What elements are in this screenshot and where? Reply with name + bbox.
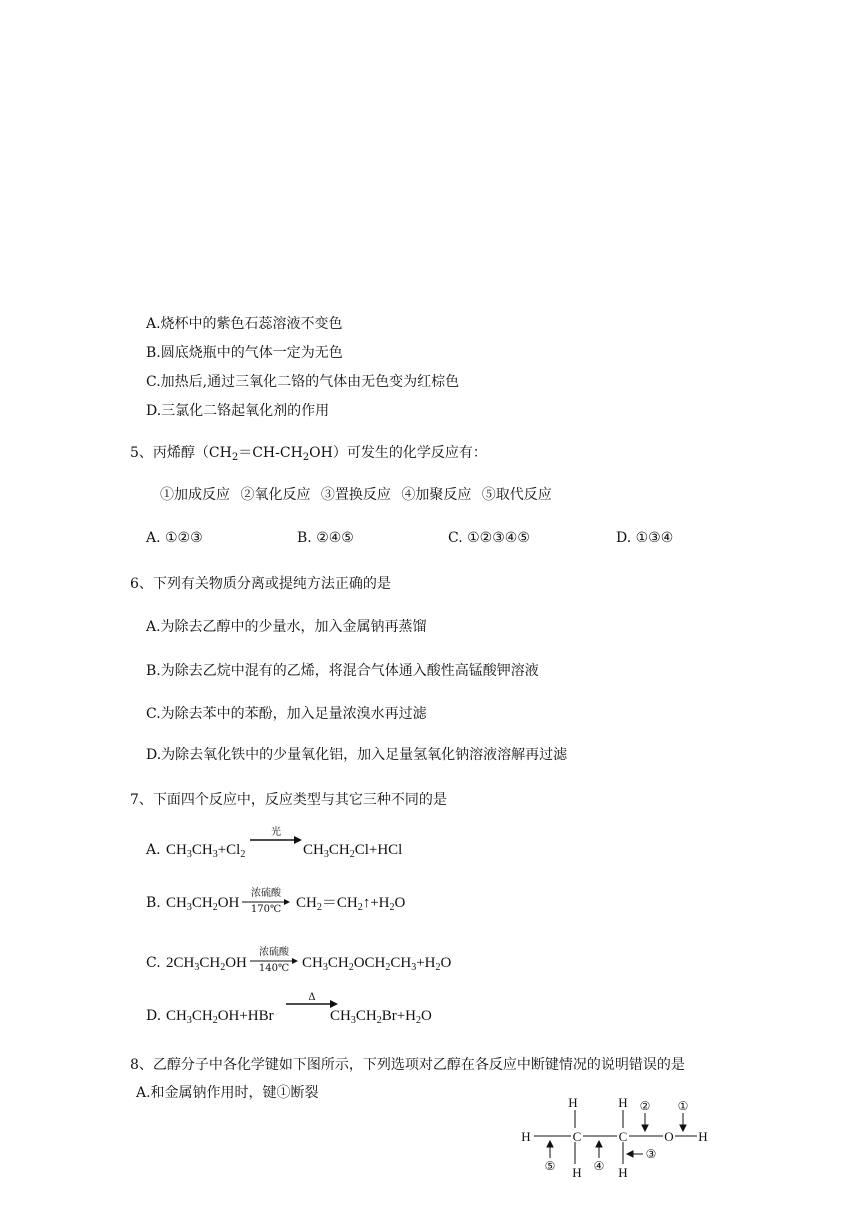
atom-h-bottom-left: H bbox=[572, 1165, 582, 1180]
q6-option-a: A.为除去乙醇中的少量水，加入金属钠再蒸馏 bbox=[146, 619, 427, 635]
q6-stem: 6、下列有关物质分离或提纯方法正确的是 bbox=[130, 576, 391, 592]
atom-c2: C bbox=[618, 1129, 628, 1144]
q5-option-c: C. ①②③④⑤ bbox=[448, 530, 530, 546]
q7-a-arrow-icon bbox=[250, 836, 302, 844]
q7-b-condition-top: 浓硫酸 bbox=[251, 888, 281, 899]
q7-c-products: $CH_3CH_2OCH_2CH_3+H_2O$ bbox=[302, 955, 452, 973]
bond-label-5: ⑤ bbox=[544, 1159, 556, 1173]
atom-h-right: H bbox=[698, 1129, 708, 1144]
bond-label-4: ④ bbox=[593, 1159, 605, 1173]
bond-label-2: ② bbox=[639, 1099, 651, 1113]
q7-b-products: $CH_2=CH_2↑+H_2O$ bbox=[296, 895, 406, 913]
atom-o: O bbox=[664, 1129, 674, 1144]
q7-a-label: A. bbox=[146, 842, 161, 858]
q5-reaction-list: ①加成反应 ②氧化反应 ③置换反应 ④加聚反应 ⑤取代反应 bbox=[160, 487, 552, 503]
q4-option-a: A.烧杯中的紫色石蕊溶液不变色 bbox=[146, 316, 343, 332]
q4-option-d: D.三氯化二铬起氧化剂的作用 bbox=[146, 403, 330, 419]
q4-option-b: B.圆底烧瓶中的气体一定为无色 bbox=[146, 345, 343, 361]
q7-stem: 7、下面四个反应中，反应类型与其它三种不同的是 bbox=[130, 792, 447, 808]
atom-h-left: H bbox=[521, 1129, 531, 1144]
q7-b-condition-bottom: 170℃ bbox=[250, 904, 282, 915]
bond-label-3: ③ bbox=[645, 1147, 657, 1161]
q7-c-condition-top: 浓硫酸 bbox=[259, 947, 289, 958]
q7-b-label: B. bbox=[146, 895, 161, 911]
q7-b-reactants: $CH_3CH_2OH$ bbox=[166, 895, 240, 913]
q5-option-b: B. ②④⑤ bbox=[297, 530, 354, 546]
q7-d-reactants: $CH_3CH_2OH+HBr$ bbox=[166, 1008, 274, 1026]
q6-option-b: B.为除去乙烷中混有的乙烯，将混合气体通入酸性高锰酸钾溶液 bbox=[146, 663, 539, 679]
q5-option-d: D. ①③④ bbox=[616, 530, 674, 546]
atom-h-top-left: H bbox=[568, 1095, 578, 1110]
q7-a-reactants: $CH_3CH_3+Cl_2$ bbox=[166, 842, 246, 860]
q6-option-d: D.为除去氧化铁中的少量氧化铝，加入足量氢氧化钠溶液溶解再过滤 bbox=[146, 747, 568, 763]
q7-c-reactants: $2CH_3CH_2OH$ bbox=[166, 955, 247, 973]
q6-option-c: C.为除去苯中的苯酚，加入足量浓溴水再过滤 bbox=[146, 706, 427, 722]
q5-stem: 5、丙烯醇$(CH_2=CH-CH_2OH)$可发生的化学反应有： bbox=[130, 445, 487, 463]
q5-option-a: A. ①②③ bbox=[146, 530, 203, 546]
q8-stem: 8、乙醇分子中各化学键如下图所示，下列选项对乙醇在各反应中断键情况的说明错误的是 bbox=[130, 1057, 685, 1073]
q7-c-condition-bottom: 140℃ bbox=[258, 963, 290, 974]
atom-c1: C bbox=[572, 1129, 582, 1144]
q7-a-condition: 光 bbox=[271, 827, 281, 838]
q7-d-condition: Δ bbox=[308, 992, 316, 1003]
q4-option-c: C.加热后,通过三氧化二铬的气体由无色变为红棕色 bbox=[146, 374, 460, 390]
bond-label-1: ① bbox=[677, 1099, 689, 1113]
ethanol-bond-diagram bbox=[515, 1088, 725, 1188]
q7-d-products: $CH_3CH_2Br+H_2O$ bbox=[330, 1008, 432, 1026]
q7-d-label: D. bbox=[146, 1008, 162, 1024]
q7-c-label: C. bbox=[146, 955, 161, 971]
atom-h-bottom-right: H bbox=[618, 1165, 628, 1180]
atom-h-top-right: H bbox=[618, 1095, 628, 1110]
q8-option-a: A.和金属钠作用时，键①断裂 bbox=[136, 1085, 319, 1101]
q7-a-products: $CH_3CH_2Cl+HCl$ bbox=[303, 842, 403, 860]
